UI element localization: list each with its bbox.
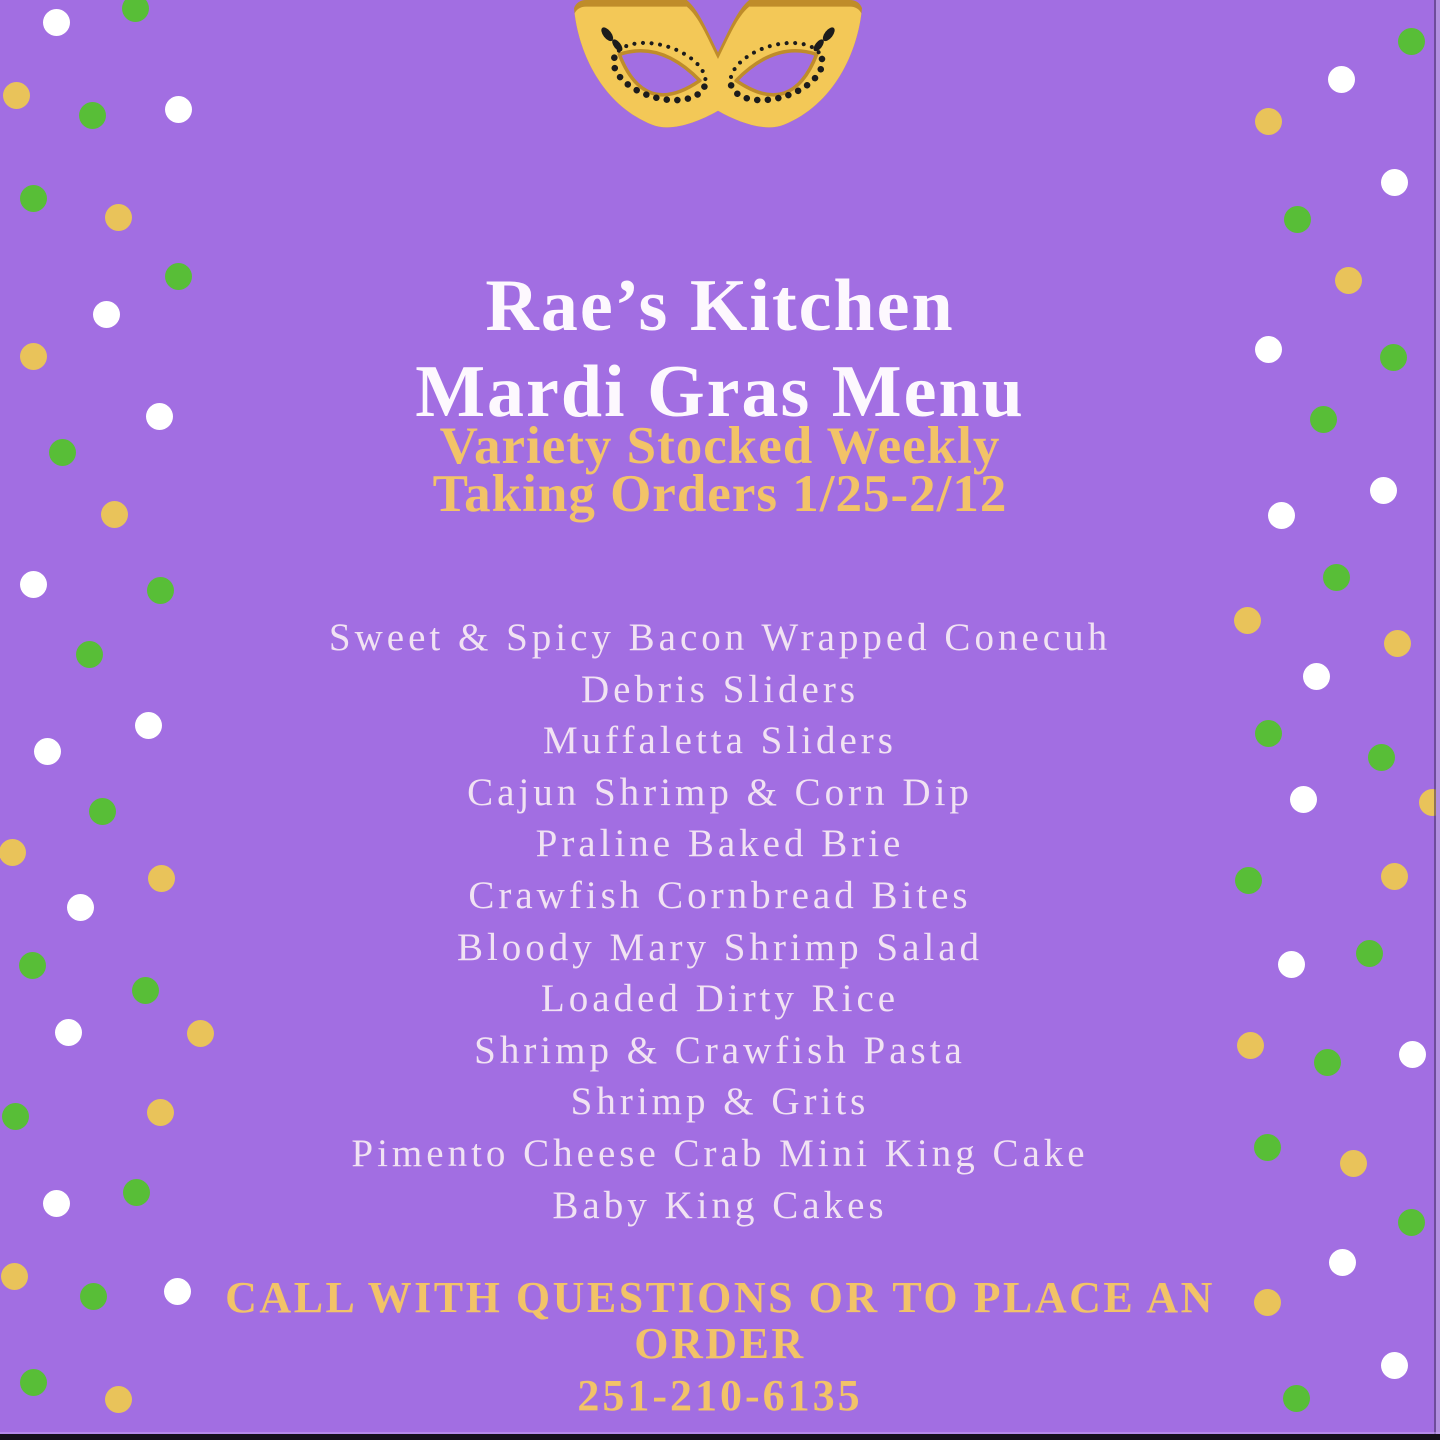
menu-item: Pimento Cheese Crab Mini King Cake bbox=[351, 1131, 1089, 1175]
confetti-dot bbox=[79, 102, 106, 129]
menu-item: Praline Baked Brie bbox=[535, 822, 905, 866]
menu-item: Sweet & Spicy Bacon Wrapped Conecuh bbox=[328, 616, 1112, 659]
phone-number: 251-210-6135 bbox=[577, 1371, 863, 1420]
confetti-dot bbox=[1398, 28, 1425, 55]
bottom-bar bbox=[0, 1434, 1440, 1440]
confetti-dot bbox=[105, 204, 132, 231]
confetti-dot bbox=[122, 0, 149, 22]
menu-item: Loaded Dirty Rice bbox=[540, 977, 900, 1021]
subtitle-line-1: Variety Stocked Weekly bbox=[439, 417, 1001, 475]
confetti-dot bbox=[1328, 66, 1355, 93]
confetti-dot bbox=[43, 9, 70, 36]
title-line-2: Mardi Gras Menu bbox=[415, 350, 1025, 433]
menu-item: Shrimp & Grits bbox=[570, 1080, 870, 1124]
menu-item: Bloody Mary Shrimp Salad bbox=[456, 925, 984, 969]
confetti-dot bbox=[1381, 169, 1408, 196]
confetti-dot bbox=[1323, 564, 1350, 591]
menu-item: Baby King Cakes bbox=[552, 1183, 888, 1227]
confetti-dot bbox=[1329, 1249, 1356, 1276]
confetti-dot bbox=[165, 96, 192, 123]
confetti-dot bbox=[3, 82, 30, 109]
page-title bbox=[0, 263, 1440, 435]
title-line-1: Rae’s Kitchen bbox=[485, 264, 955, 347]
menu-list bbox=[0, 612, 1440, 1231]
subtitle bbox=[0, 417, 1440, 523]
subtitle-line-2: Taking Orders 1/25-2/12 bbox=[432, 465, 1008, 523]
cta-line-1: CALL WITH QUESTIONS OR TO PLACE AN bbox=[225, 1273, 1215, 1322]
confetti-dot bbox=[1284, 206, 1311, 233]
confetti-dot bbox=[20, 571, 47, 598]
menu-item: Debris Sliders bbox=[580, 667, 860, 711]
confetti-dot bbox=[20, 185, 47, 212]
menu-item: Muffaletta Sliders bbox=[543, 719, 897, 763]
confetti-dot bbox=[1255, 108, 1282, 135]
cta-line-2: ORDER bbox=[634, 1319, 806, 1368]
confetti-dot bbox=[147, 577, 174, 604]
right-edge-strip bbox=[1436, 0, 1440, 1440]
menu-item: Crawfish Cornbread Bites bbox=[468, 873, 972, 917]
menu-item: Cajun Shrimp & Corn Dip bbox=[467, 770, 973, 814]
mardi-gras-mask-icon bbox=[572, 0, 864, 136]
menu-item: Shrimp & Crawfish Pasta bbox=[474, 1028, 966, 1072]
cta-text bbox=[0, 1275, 1440, 1367]
